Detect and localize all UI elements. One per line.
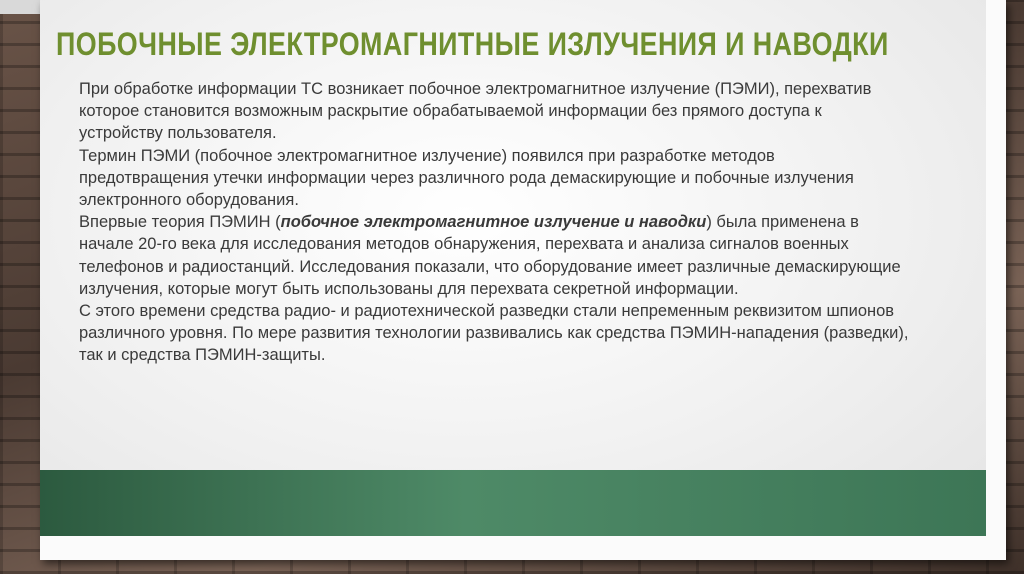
slide-content xyxy=(40,0,986,536)
slide-body xyxy=(79,78,909,367)
slide-frame xyxy=(40,0,1006,560)
paragraph-pemin-history xyxy=(79,211,909,300)
paragraph-pemin-history-emphasis: побочное электромагнитное излучение и наводки xyxy=(280,213,707,232)
decorative-green-band xyxy=(40,470,986,536)
paragraph-pemin-history-end: ) была применена в начале 20-го века для исследования методов обнаружения, перехвата и анализа сигналов военных телефонов и радиостанций. Исследования показали, что оборудование имеет различные демаскирующие излучения, которые могут быть использованы для перехвата секретной информации. xyxy=(79,213,901,298)
paragraph-pemi-term: Термин ПЭМИ (побочное электромагнитное излучение) появился при разработке методов предотвращения утечки информации через различного рода демаскирующие и побочные излучения электронного оборудования. xyxy=(79,146,854,210)
paragraph-pemin-history-start: Впервые теория ПЭМИН ( xyxy=(79,213,281,232)
paragraph-pemi-intro: При обработке информации ТС возникает побочное электромагнитное излучение (ПЭМИ), перехватив которое становится возможным раскрытие обрабатываемой информации без прямого доступа к устройству пользователя. xyxy=(79,80,872,143)
slide-title: ПОБОЧНЫЕ ЭЛЕКТРОМАГНИТНЫЕ ИЗЛУЧЕНИЯ И НАВОДКИ xyxy=(56,26,889,62)
slide-corner-strip xyxy=(0,0,40,14)
paragraph-pemin-espionage: С этого времени средства радио- и радиотехнической разведки стали непременным реквизитом шпионов различного уровня. По мере развития технологии развивались как средства ПЭМИН-нападения (разведки), так и средства ПЭМИН-защиты. xyxy=(79,302,909,365)
